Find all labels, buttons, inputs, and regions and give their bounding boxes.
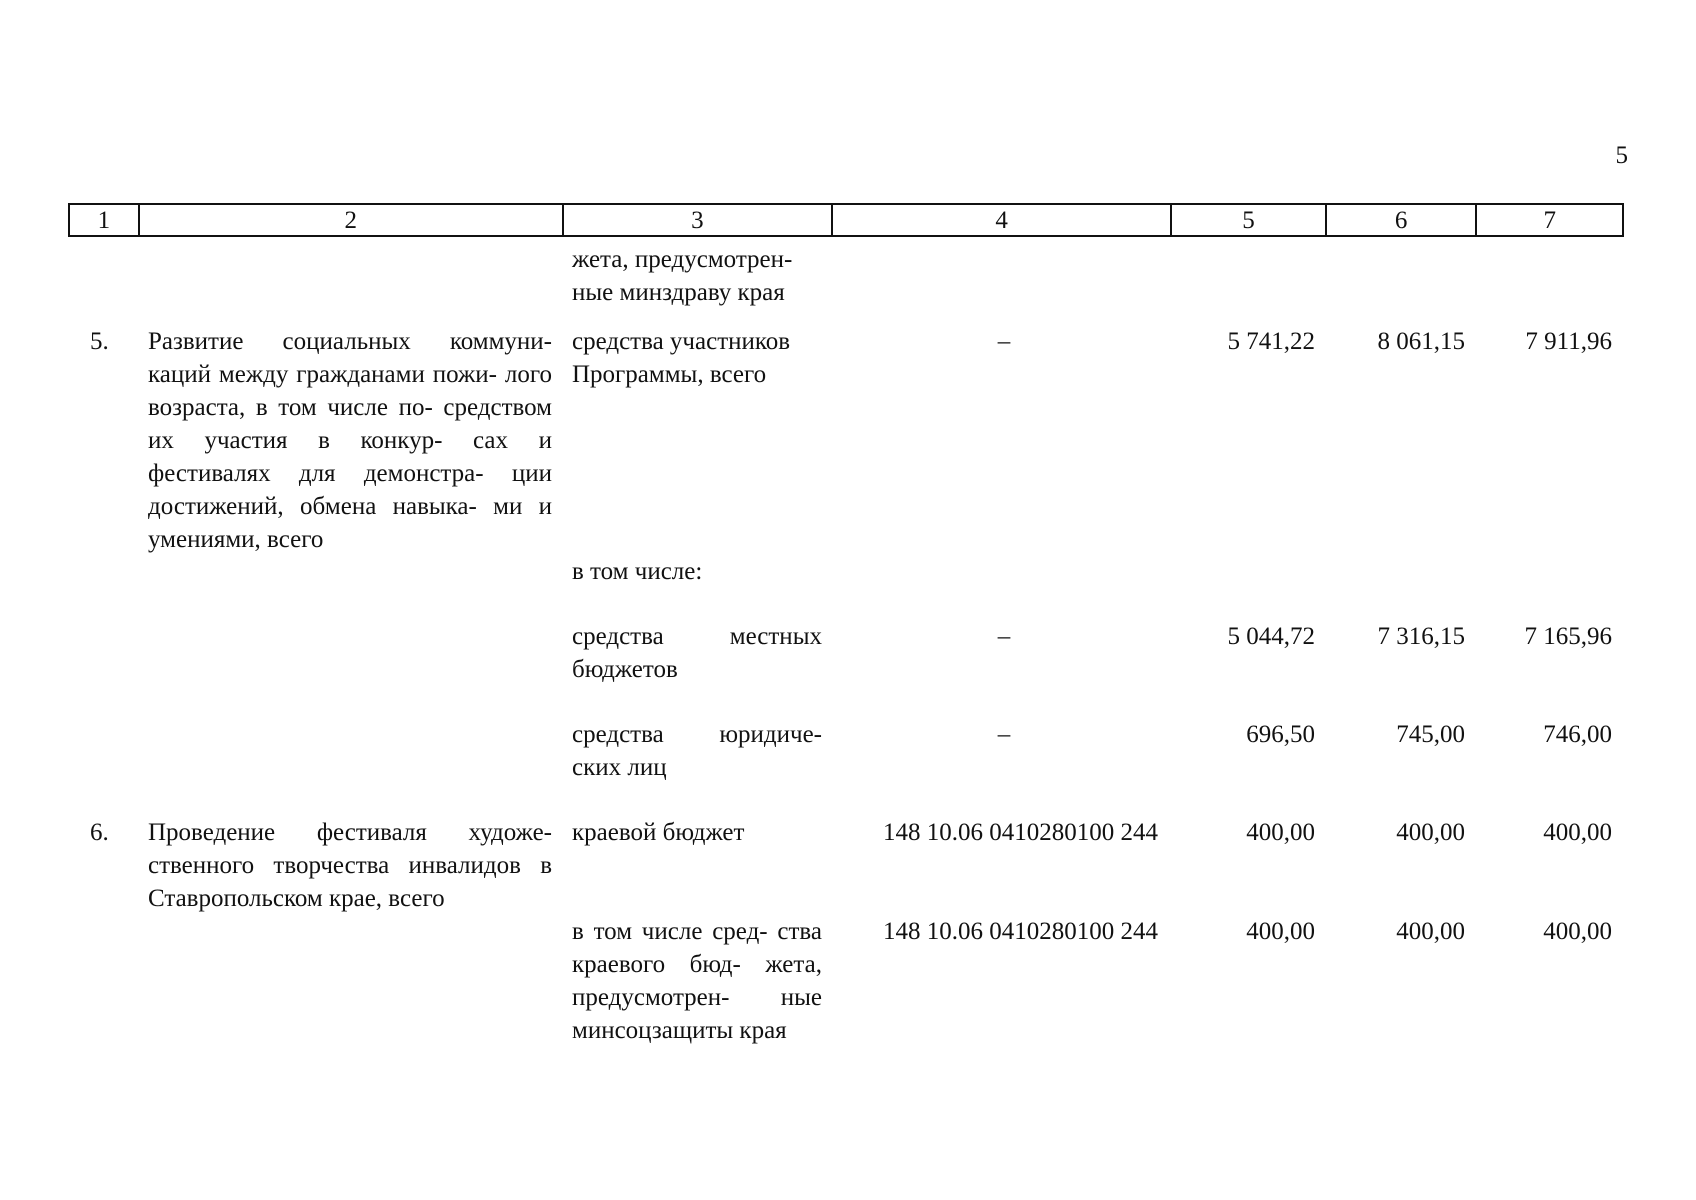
row5-including-label: в том числе: [572,558,703,585]
row5-local-value-col6: 7 316,15 [1377,623,1465,650]
page-number: 5 [1615,142,1628,169]
row6-description: Проведение фестиваля художе- ственного творчества инвалидов в Ставропольском крае, всего [148,819,552,912]
header-col-1: 1 [97,207,111,234]
header-col-2: 2 [138,205,562,235]
row5-local-value-col7: 7 165,96 [1524,623,1612,650]
row6-source: краевой бюджет [572,819,745,846]
header-col-6: 6 [1325,205,1476,235]
row5-legal-source-line1 [572,718,822,751]
row5-local-source-line1 [572,620,822,653]
row5-value-col5: 5 741,22 [1227,328,1315,355]
row5-value-col6: 8 061,15 [1377,328,1465,355]
row5-number: 5. [90,328,109,355]
row5-description: Развитие социальных коммуни- каций между гражданами пожи- лого возраста, в том числе по- средством их участия в конкур- сах и фестивалях для демонстра- ции достижений, обмена навыка- ми и умениями, всего [148,328,552,553]
header-col-4: 4 [831,205,1170,235]
row6-number: 6. [90,819,109,846]
row5-code: – [997,328,1011,355]
row5-local-source-word2: местных [729,623,822,650]
row5-source [572,325,822,391]
row6-sub-code: 148 10.06 0410280100 244 [883,918,1158,945]
row5-legal-source-word1: средства [572,721,664,748]
row6-code: 148 10.06 0410280100 244 [883,819,1158,846]
row5-local-source-line2: бюджетов [572,656,678,683]
row5-source-line2: Программы, всего [572,361,767,388]
row6-value-col5: 400,00 [1246,819,1315,846]
header-col-3: 3 [562,205,831,235]
row5-legal-value-col7: 746,00 [1543,721,1612,748]
row5-legal-code: – [997,721,1011,748]
row5-legal-source-word2: юридиче- [719,721,822,748]
continued-source [572,243,822,309]
continued-source-line2: ные минздраву края [572,279,785,306]
row5-local-value-col5: 5 044,72 [1227,623,1315,650]
row6-sub-value-col6: 400,00 [1396,918,1465,945]
row6-value-col7: 400,00 [1543,819,1612,846]
row5-local-source-word1: средства [572,623,664,650]
table-header [68,203,1624,237]
row5-legal-value-col6: 745,00 [1396,721,1465,748]
row6-sub-value-col7: 400,00 [1543,918,1612,945]
header-col-5: 5 [1170,205,1325,235]
row5-value-col7: 7 911,96 [1525,328,1612,355]
row5-local-code: – [997,623,1011,650]
row5-legal-value-col5: 696,50 [1246,721,1315,748]
row5-source-line1: средства участников [572,328,791,355]
row5-legal-source-line2: ских лиц [572,754,667,781]
row6-sub-source: в том числе сред- ства краевого бюд- жета, предусмотрен- ные минсоцзащиты края [572,918,822,1044]
continued-source-line1: жета, предусмотрен- [572,246,793,273]
row5-legal-source [572,718,822,784]
header-col-7: 7 [1475,205,1622,235]
row5-local-source [572,620,822,686]
row6-sub-value-col5: 400,00 [1246,918,1315,945]
row6-value-col6: 400,00 [1396,819,1465,846]
